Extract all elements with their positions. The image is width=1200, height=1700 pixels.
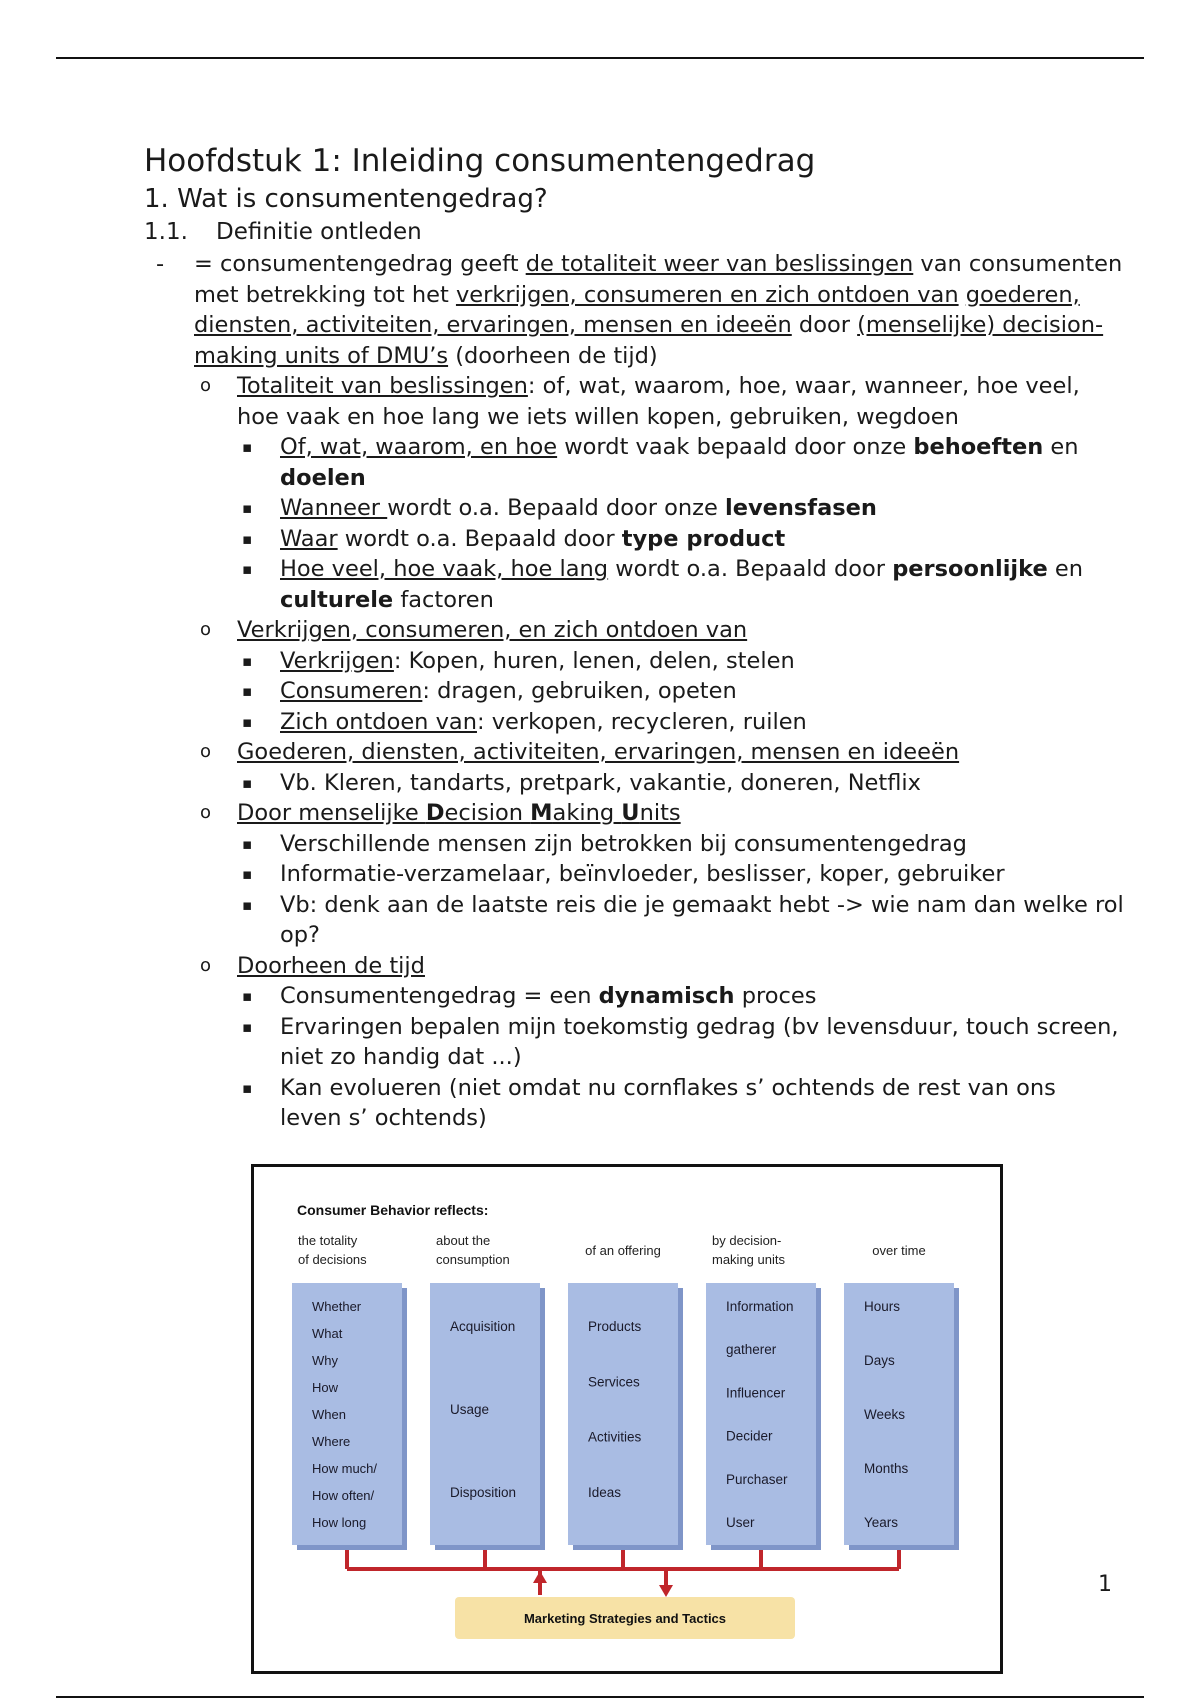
bullet-title: Goederen, diensten, activiteiten, ervaringen, mensen en ideeën (237, 739, 960, 765)
sub-bullet (144, 432, 1124, 493)
column-item: Hours (864, 1299, 901, 1314)
bullet-title (237, 800, 681, 826)
sub-bullet-text: Vb. Kleren, tandarts, pretpark, vakantie, doneren, Netflix (280, 769, 921, 796)
column-header-line: consumption (436, 1252, 510, 1267)
definition-text: door (791, 312, 858, 338)
column-item: When (312, 1407, 346, 1422)
square-bullet: ▪ (242, 499, 253, 517)
column-item: Months (864, 1461, 909, 1476)
column-item: How much/ (312, 1461, 378, 1476)
title-initial: U (621, 800, 640, 826)
sub-bullet-key: Waar (280, 525, 338, 552)
square-bullet: ▪ (242, 651, 253, 670)
sub-bullet-text: Kan evolueren (niet omdat nu cornflakes s’ ochtends de rest van ons leven s’ ochtends) (280, 1074, 1056, 1131)
sub-bullet (144, 829, 1124, 860)
figure-title: Consumer Behavior reflects: (297, 1202, 489, 1218)
column-item: Products (588, 1319, 642, 1334)
o-bullet: o (200, 954, 212, 976)
square-bullet: ▪ (242, 1017, 253, 1036)
marketing-label: Marketing Strategies and Tactics (523, 1611, 727, 1626)
sub-bullet-text: Consumentengedrag = een (280, 983, 599, 1009)
bullet-title: Doorheen de tijd (237, 952, 425, 979)
column-box (706, 1283, 816, 1545)
definition-text (959, 282, 966, 308)
square-bullet: ▪ (242, 865, 253, 883)
consumer-behavior-figure (251, 1164, 1003, 1674)
column-item: Activities (588, 1429, 642, 1445)
sub-bullet-text: : verkopen, recycleren, ruilen (476, 708, 807, 735)
definition-text: = consumentengedrag geeft (194, 251, 526, 277)
figure-diagram (254, 1167, 1000, 1671)
bullet-dmu (144, 798, 1124, 829)
section-heading: 1. Wat is consumentengedrag? (144, 184, 548, 214)
sub-bullet (144, 1073, 1124, 1134)
square-bullet: ▪ (242, 895, 253, 914)
sub-bullet-key: Wanneer (280, 495, 388, 521)
title-part: aking (552, 800, 622, 826)
document-body (144, 140, 1124, 1134)
square-bullet: ▪ (242, 773, 253, 792)
sub-bullet (144, 890, 1124, 951)
column-item: gatherer (726, 1342, 777, 1358)
sub-bullet-text: factoren (393, 586, 494, 613)
column-item: Disposition (450, 1485, 517, 1500)
dash-bullet: - (156, 251, 165, 277)
column-item: Days (864, 1353, 895, 1368)
column-header-line: about the (436, 1233, 491, 1248)
sub-bullet-text: proces (734, 983, 817, 1009)
column-item: Usage (450, 1402, 490, 1417)
sub-bullet-text: en (1047, 556, 1083, 582)
bullet-verkrijgen (144, 615, 1124, 646)
sub-bullet (144, 646, 1124, 677)
column-header-line: of decisions (298, 1252, 367, 1267)
sub-bullet-text: Verschillende mensen zijn betrokken bij consumentengedrag (280, 830, 967, 857)
column-item: Information (726, 1299, 794, 1314)
square-bullet: ▪ (242, 987, 253, 1005)
bold-term: levensfasen (724, 495, 877, 521)
column-item: How often/ (312, 1488, 375, 1503)
definition-text: van consumenten met betrekking tot het (194, 251, 1123, 308)
column-item: Weeks (864, 1407, 906, 1422)
sub-bullet-text: : Kopen, huren, lenen, delen, stelen (393, 647, 795, 674)
sub-bullet (144, 981, 1124, 1012)
page-number: 1 (1098, 1572, 1112, 1597)
subsection-title: Definitie ontleden (216, 219, 422, 245)
bullet-tijd (144, 951, 1124, 982)
sub-bullet (144, 768, 1124, 799)
sub-bullet-text: wordt vaak bepaald door onze (557, 434, 914, 460)
definition-paragraph (144, 249, 1124, 371)
definition-underlined: (menselijke) decision-making units of DMU’s (194, 312, 1104, 369)
subsection-heading (144, 216, 1124, 249)
bold-term: behoeften (913, 434, 1044, 460)
sub-bullet-text: wordt o.a. Bepaald door (337, 525, 622, 552)
column-item: Years (864, 1515, 899, 1530)
column-item: How long (312, 1515, 367, 1530)
title-part: Door menselijke (237, 800, 426, 826)
bold-term: culturele (280, 586, 394, 613)
square-bullet: ▪ (242, 712, 253, 731)
bullet-text: : of, wat, waarom, hoe, waar, wanneer, hoe veel, hoe vaak en hoe lang we iets willen kopen, gebruiken, wegdoen (237, 373, 1080, 430)
column-item: Decider (726, 1428, 773, 1444)
sub-bullet (144, 554, 1124, 615)
top-rule (56, 57, 1144, 59)
bold-term: doelen (280, 464, 366, 491)
sub-bullet-key: Zich ontdoen van (280, 708, 477, 735)
column-header-line: the totality (298, 1233, 358, 1248)
o-bullet: o (200, 741, 212, 762)
sub-bullet (144, 676, 1124, 707)
column-item: User (726, 1515, 755, 1530)
subsection-number: 1.1. (144, 219, 188, 245)
sub-bullet-key: Verkrijgen (280, 647, 394, 674)
sub-bullet-text: Vb: denk aan de laatste reis die je gemaakt hebt -> wie nam dan welke rol op? (280, 891, 1124, 948)
title-initial: D (425, 800, 445, 826)
bold-term: dynamisch (598, 983, 735, 1009)
sub-bullet-text: Ervaringen bepalen mijn toekomstig gedrag (bv levensduur, touch screen, niet zo handig dat ...) (280, 1013, 1119, 1070)
sub-bullet (144, 1012, 1124, 1073)
bold-term: persoonlijke (892, 556, 1048, 582)
column-item: What (312, 1326, 343, 1341)
column-header-line: over time (872, 1243, 926, 1258)
definition-underlined: verkrijgen, consumeren en zich ontdoen van (455, 281, 959, 308)
square-bullet: ▪ (242, 1078, 253, 1097)
title-part: ecision (444, 800, 531, 826)
sub-bullet-key: Consumeren (280, 678, 423, 704)
column-item: Acquisition (450, 1319, 516, 1334)
square-bullet: ▪ (242, 438, 253, 456)
column-item: Where (312, 1434, 351, 1449)
sub-bullet (144, 493, 1124, 524)
square-bullet: ▪ (242, 529, 253, 548)
column-header-line: of an offering (585, 1243, 661, 1258)
column-item: Whether (312, 1299, 362, 1314)
bullet-title: Totaliteit van beslissingen (237, 373, 528, 399)
column-item: Ideas (588, 1485, 622, 1500)
column-item: Services (588, 1374, 640, 1390)
bullet-goederen (144, 737, 1124, 768)
sub-bullet-text: wordt o.a. Bepaald door onze (387, 495, 725, 521)
column-item: Influencer (726, 1385, 786, 1401)
sub-bullet-text: wordt o.a. Bepaald door (608, 556, 893, 582)
figure-columns (292, 1233, 959, 1550)
column-item: How (312, 1380, 339, 1395)
square-bullet: ▪ (242, 834, 253, 853)
chapter-heading: Hoofdstuk 1: Inleiding consumentengedrag (144, 143, 816, 179)
column-header-line: by decision- (712, 1233, 782, 1248)
connector-lines (347, 1550, 899, 1597)
sub-bullet (144, 859, 1124, 890)
bold-term: type product (621, 525, 786, 552)
definition-underlined: de totaliteit weer van beslissingen (525, 251, 914, 277)
title-part: nits (639, 800, 681, 826)
sub-bullet-text: en (1043, 434, 1079, 460)
column-box (292, 1283, 402, 1545)
bullet-totaliteit (144, 371, 1124, 432)
column-item: Why (312, 1353, 338, 1368)
o-bullet: o (200, 802, 212, 823)
o-bullet: o (200, 375, 212, 396)
title-initial: M (530, 800, 553, 826)
sub-bullet-text: Informatie-verzamelaar, beïnvloeder, beslisser, koper, gebruiker (280, 861, 1005, 887)
column-item: Purchaser (726, 1471, 788, 1487)
sub-bullet-text: : dragen, gebruiken, opeten (422, 678, 737, 704)
square-bullet: ▪ (242, 560, 253, 578)
square-bullet: ▪ (242, 682, 253, 700)
o-bullet: o (200, 619, 212, 640)
sub-bullet (144, 707, 1124, 738)
sub-bullet (144, 524, 1124, 555)
definition-underlined: goederen, diensten, activiteiten, ervaringen, mensen en ideeën (194, 281, 1080, 338)
bottom-rule (56, 1696, 1144, 1698)
column-header-line: making units (712, 1252, 785, 1267)
sub-bullet-key: Of, wat, waarom, en hoe (280, 434, 558, 460)
definition-text: (doorheen de tijd) (448, 342, 658, 369)
bullet-title: Verkrijgen, consumeren, en zich ontdoen van (237, 617, 748, 643)
sub-bullet-key: Hoe veel, hoe vaak, hoe lang (280, 556, 609, 582)
